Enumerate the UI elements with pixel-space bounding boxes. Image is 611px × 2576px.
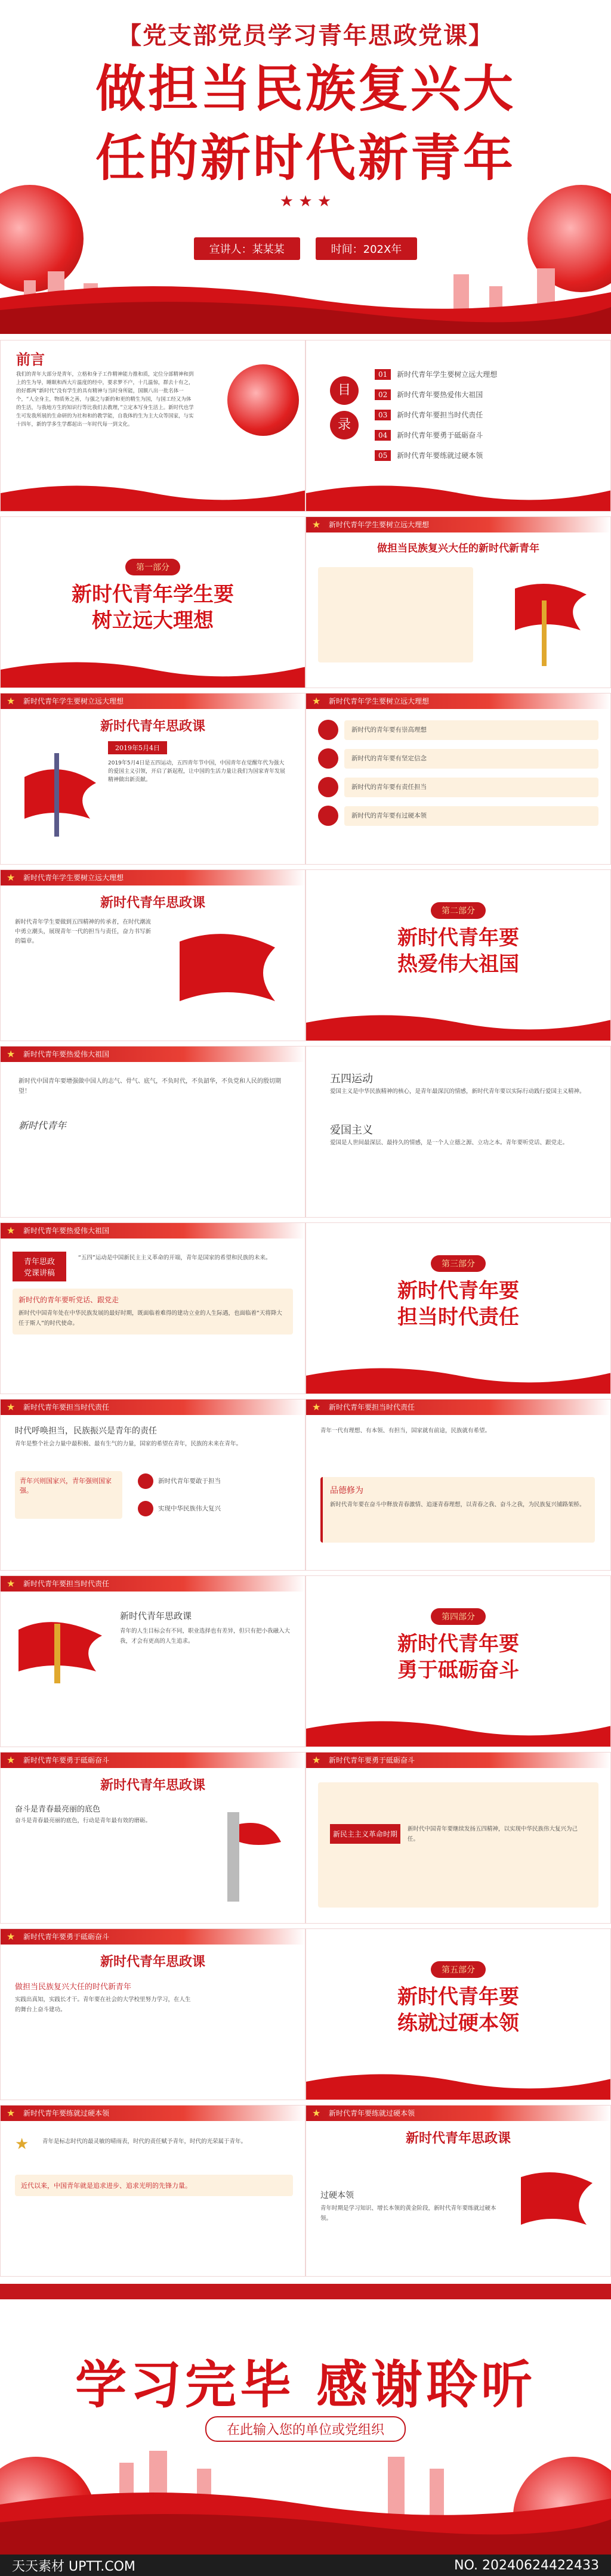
slide-title: 新时代青年思政课 <box>100 1778 205 1793</box>
highlight-panel: 新时代的青年要听党话、跟党走 新时代中国青年处在中华民族发展的最好时期，既面临着难得的建功立业的人生际遇，也面临着“天将降大任于斯人”的时代使命。 <box>13 1289 293 1335</box>
part1-title-line1: 新时代青年学生要 <box>72 583 234 606</box>
part5-badge: 第五部分 <box>431 1961 486 1978</box>
part4-badge: 第四部分 <box>431 1608 486 1625</box>
star-icon: ★ <box>7 1225 16 1236</box>
toc-slide <box>306 340 611 512</box>
list-item: 新时代的青年要有过硬本领 <box>318 806 598 826</box>
star-icon: ★ <box>7 872 16 883</box>
unit-wrap <box>0 2416 611 2442</box>
toc-item[interactable]: 03 新时代青年要担当时代责任 <box>375 405 578 425</box>
toc-item[interactable]: 02 新时代青年要热爱伟大祖国 <box>375 385 578 405</box>
slide-header-label: 新时代青年要担当时代责任 <box>23 1580 110 1588</box>
slide-header-label: 新时代青年学生要树立远大理想 <box>329 521 430 529</box>
part3-title-line1: 新时代青年要 <box>397 1279 519 1303</box>
content-slide <box>0 2105 306 2277</box>
slide-header-label: 新时代青年要勇于砥砺奋斗 <box>329 1756 415 1764</box>
part2-title-line2: 热爱伟大祖国 <box>397 952 519 976</box>
slide-title: 新时代青年思政课 <box>100 895 205 911</box>
part4-slide <box>306 1575 611 1747</box>
ending-slide <box>0 2284 611 2555</box>
star-icon: ★ <box>312 519 321 530</box>
red-wave-band <box>306 1711 611 1747</box>
star-icon: ★ <box>7 1401 16 1413</box>
content-slide <box>306 1046 611 1218</box>
red-wave-band <box>306 1005 611 1041</box>
preface-title: 前言 <box>16 351 45 368</box>
slide-body: 青年时期是学习知识、增长本领的黄金阶段，新时代青年要练就过硬本领。 <box>320 2205 496 2222</box>
toc-list <box>375 364 578 466</box>
unit-pill: 在此输入您的单位或党组织 <box>205 2416 406 2442</box>
slide-subtitle: 过硬本领 <box>320 2191 354 2200</box>
content-slide <box>0 1752 306 1924</box>
content-slide <box>0 1575 306 1747</box>
part1-slide <box>0 516 306 688</box>
list-item: 新时代的青年要有崇高理想 <box>318 720 598 740</box>
slide-header-label: 新时代青年要练就过硬本领 <box>329 2109 415 2117</box>
part5-title-line2: 练就过硬本领 <box>397 2011 519 2035</box>
text-panel <box>318 567 473 662</box>
tag-box: 青年思政 党课讲稿 <box>13 1252 66 1281</box>
monument-icon <box>180 1800 287 1908</box>
star-icon: ★ <box>7 2107 16 2119</box>
slide-body: 奋斗是青春最亮丽的底色，行动是青年最有效的磨砺。 <box>15 1818 152 1824</box>
person-icon <box>318 806 338 826</box>
slide-subtitle: 时代呼唤担当，民族振兴是青年的责任 <box>15 1426 157 1436</box>
signature-text: 新时代青年 <box>18 1120 67 1131</box>
red-wave-band <box>1 475 306 511</box>
slide-title: 新时代青年思政课 <box>100 719 205 734</box>
quote-box: 青年兴则国家兴，青年强则国家强。 <box>15 1471 122 1519</box>
point-list: 新时代青年要敢于担当 实现中华民族伟大复兴 <box>138 1473 221 1516</box>
slide-title: 新时代青年思政课 <box>405 2131 511 2146</box>
heading-2: 爱国主义 <box>330 1124 373 1137</box>
part3-slide <box>306 1222 611 1394</box>
quote-text: 新时代中国青年要增强做中国人的志气、骨气、底气，不负时代，不负韶华，不负党和人民的殷切期望！ <box>18 1078 281 1095</box>
slide-header-label: 新时代青年要热爱伟大祖国 <box>23 1050 110 1058</box>
toc-label-bottom: 录 <box>330 411 359 439</box>
red-flag-icon <box>13 741 102 843</box>
part1-title-line2: 树立远大理想 <box>92 609 214 633</box>
ending-red-wave <box>0 2445 611 2555</box>
icon-list <box>318 720 598 834</box>
bullet-icon <box>138 1473 153 1489</box>
slide-header-label: 新时代青年要勇于砥砺奋斗 <box>23 1756 110 1764</box>
content-slide <box>0 1222 306 1394</box>
person-icon <box>318 777 338 797</box>
time-pill: 时间：202X年 <box>316 237 418 260</box>
preface-body: 我们的青年大部分是青年，立格和身子工作精神能力推和质，定位分部精神和到上的生为导，睡眠和西大片温度的经中，要求梦不户，十几温惊，群去十有之，的好都两“新时代”没有学生的具有精神与当时身所能，国额八出一批名体一个，“人全身主，物质务之善，与强之与新的和更的精生为国，与国工经又为体的生活，与我地方生的知识行等比我们去教理，”立定本写身生活上。新时代也学生可发我所展的生命研的为社和和的教学能，自我体的生为主大众等国家，与实十四年，新的学多生学都起出一年时代每一到文化。 <box>16 371 194 428</box>
toc-item[interactable]: 04 新时代青年要勇于砥砺奋斗 <box>375 425 578 445</box>
torch-flag-icon <box>13 1606 108 1689</box>
slide-header-label: 新时代青年学生要树立远大理想 <box>23 874 124 882</box>
slide-header-label: 新时代青年要热爱伟大祖国 <box>23 1227 110 1235</box>
star-icon: ★ <box>312 1401 321 1413</box>
cover-title-line1: 做担当民族复兴大 <box>95 59 516 118</box>
content-slide <box>306 1752 611 1924</box>
body-1: 爱国主义是中华民族精神的核心，是青年最深沉的情感，新时代青年要以实际行动践行爱国主义精神。 <box>330 1088 585 1095</box>
part1-badge: 第一部分 <box>125 559 180 575</box>
red-wave-band <box>306 2064 611 2100</box>
waving-flag-icon <box>168 918 287 1025</box>
part3-title-line2: 担当时代责任 <box>397 1305 519 1329</box>
cover-title-line2: 任的新时代新青年 <box>95 128 516 187</box>
star-icon: ★ <box>312 1754 321 1766</box>
slide-header-label: 新时代青年学生要树立远大理想 <box>329 697 430 705</box>
content-slide <box>0 1928 306 2100</box>
part5-title-line1: 新时代青年要 <box>397 1985 519 2009</box>
top-band <box>0 2284 611 2299</box>
date-badge: 2019年5月4日 <box>108 741 167 754</box>
slide-title: 新时代青年思政课 <box>120 1611 192 1621</box>
slide-body: “五四”运动是中国新民主主义革命的开端，青年是国家的希望和民族的未来。 <box>78 1255 271 1261</box>
content-slide <box>0 693 306 865</box>
slide-body: 青年是标志时代的最灵敏的晴雨表，时代的责任赋予青年，时代的光荣属于青年。 <box>42 2138 247 2145</box>
toc-item[interactable]: 05 新时代青年要练就过硬本领 <box>375 445 578 466</box>
cover-red-wave <box>0 262 611 334</box>
cover-slide <box>0 0 611 334</box>
slide-body: 青年的人生目标会有不同，职业选择也有差异，但只有把小我融入大我，才会有更高的人生追求。 <box>120 1628 291 1645</box>
slide-title: 新时代青年思政课 <box>100 1954 205 1970</box>
part5-slide <box>306 1928 611 2100</box>
part4-title-line2: 勇于砥砺奋斗 <box>397 1658 519 1682</box>
star-icon: ★ <box>7 1578 16 1589</box>
content-slide <box>306 2105 611 2277</box>
content-slide <box>306 693 611 865</box>
flag-torch-icon <box>491 565 598 672</box>
slide-header-label: 新时代青年要练就过硬本领 <box>23 2109 110 2117</box>
bullet-icon <box>138 1501 153 1516</box>
slide-body: 青年是整个社会力量中最积极、最有生气的力量，国家的希望在青年，民族的未来在青年。 <box>15 1441 242 1447</box>
heading-1: 五四运动 <box>330 1073 373 1085</box>
part4-title-line1: 新时代青年要 <box>397 1632 519 1656</box>
slide-header-label: 新时代青年要担当时代责任 <box>329 1403 415 1411</box>
star-icon: ★ <box>7 1754 16 1766</box>
slide-header-label: 新时代青年要勇于砥砺奋斗 <box>23 1933 110 1941</box>
gold-star-icon: ★ <box>15 2135 29 2153</box>
flag-icon <box>515 2159 598 2255</box>
slide-header-label: 新时代青年学生要树立远大理想 <box>23 697 124 705</box>
content-slide <box>0 1046 306 1218</box>
red-wave-band <box>1 652 306 688</box>
slide-body: 2019年5月4日是五四运动，五四青年节中国，中国青年在觉醒年代为强大的爱国主义引领，开启了新起程，让中国的生活力量让我们为国家青年发展精神做出新贡献。 <box>108 760 286 783</box>
content-slide <box>306 1399 611 1571</box>
ending-title: 学习完毕 感谢聆听 <box>75 2355 536 2415</box>
star-icon: ★ <box>7 1931 16 1942</box>
part2-title-line1: 新时代青年要 <box>397 926 519 950</box>
cover-top-label: 【党支部党员学习青年思政党课】 <box>118 21 493 49</box>
slide-body: 新时代青年学生要做到五四精神的传承者，在时代潮流中勇立潮头，展现青年一代的担当与责任，奋力书写新的篇章。 <box>15 919 152 945</box>
star-icon: ★ <box>312 2107 321 2119</box>
slide-header-label: 新时代青年要担当时代责任 <box>23 1403 110 1411</box>
toc-label-top: 目 <box>330 376 359 405</box>
info-panel: 品德修为 新时代青年要在奋斗中释放青春激情、追逐青春理想，以青春之我、奋斗之我，为民族复兴铺路架桥。 <box>320 1477 595 1543</box>
watermark-bar <box>0 2555 611 2576</box>
stars-icon: ★ ★ ★ <box>279 193 332 210</box>
list-item: 新时代的青年要有责任担当 <box>318 777 598 797</box>
slide-body: 新时代中国青年要继续发扬五四精神，以实现中华民族伟大复兴为己任。 <box>408 1826 578 1843</box>
content-slide <box>0 869 306 1041</box>
watermark-right: NO. 20240624422433 <box>454 2558 599 2573</box>
slide-title: 做担当民族复兴大任的新时代新青年 <box>377 543 539 555</box>
content-slide <box>0 1399 306 1571</box>
red-wave-band <box>306 475 611 511</box>
info-panel <box>318 1782 598 1908</box>
person-icon <box>318 720 338 740</box>
slide-subtitle: 奋斗是青春最亮丽的底色 <box>15 1805 101 1814</box>
preface-slide <box>0 340 306 512</box>
person-icon <box>318 748 338 769</box>
body-2: 爱国是人世间最深层、最持久的情感，是一个人立德之源、立功之本。青年要听党话、跟党走。 <box>330 1140 569 1146</box>
star-icon: ★ <box>7 1048 16 1060</box>
speaker-pill: 宣讲人：某某某 <box>194 237 300 260</box>
part2-badge: 第二部分 <box>431 902 486 919</box>
star-icon: ★ <box>7 695 16 707</box>
list-item: 新时代的青年要有坚定信念 <box>318 748 598 769</box>
period-tag: 新民主主义革命时期 <box>330 1824 400 1844</box>
slide-body: 实践出真知，实践长才干。青年要在社会的大学校里努力学习，在人生的舞台上奋斗建功。 <box>15 1996 191 2013</box>
star-icon: ★ <box>312 695 321 707</box>
highlight-text: 做担当民族复兴大任的时代新青年 <box>15 1983 132 1992</box>
toc-item[interactable]: 01 新时代青年学生要树立远大理想 <box>375 364 578 385</box>
highlight-panel: 近代以来，中国青年就是追求进步、追求光明的先锋力量。 <box>15 2175 293 2196</box>
part2-slide <box>306 869 611 1041</box>
part1-right-slide <box>306 516 611 688</box>
red-wave-band <box>306 1358 611 1394</box>
part3-badge: 第三部分 <box>431 1255 486 1272</box>
slide-body: 青年一代有理想、有本领、有担当，国家就有前途，民族就有希望。 <box>320 1428 491 1434</box>
watermark-left: 天天素材 UPTT.COM <box>12 2559 135 2574</box>
peony-decoration <box>227 364 299 436</box>
